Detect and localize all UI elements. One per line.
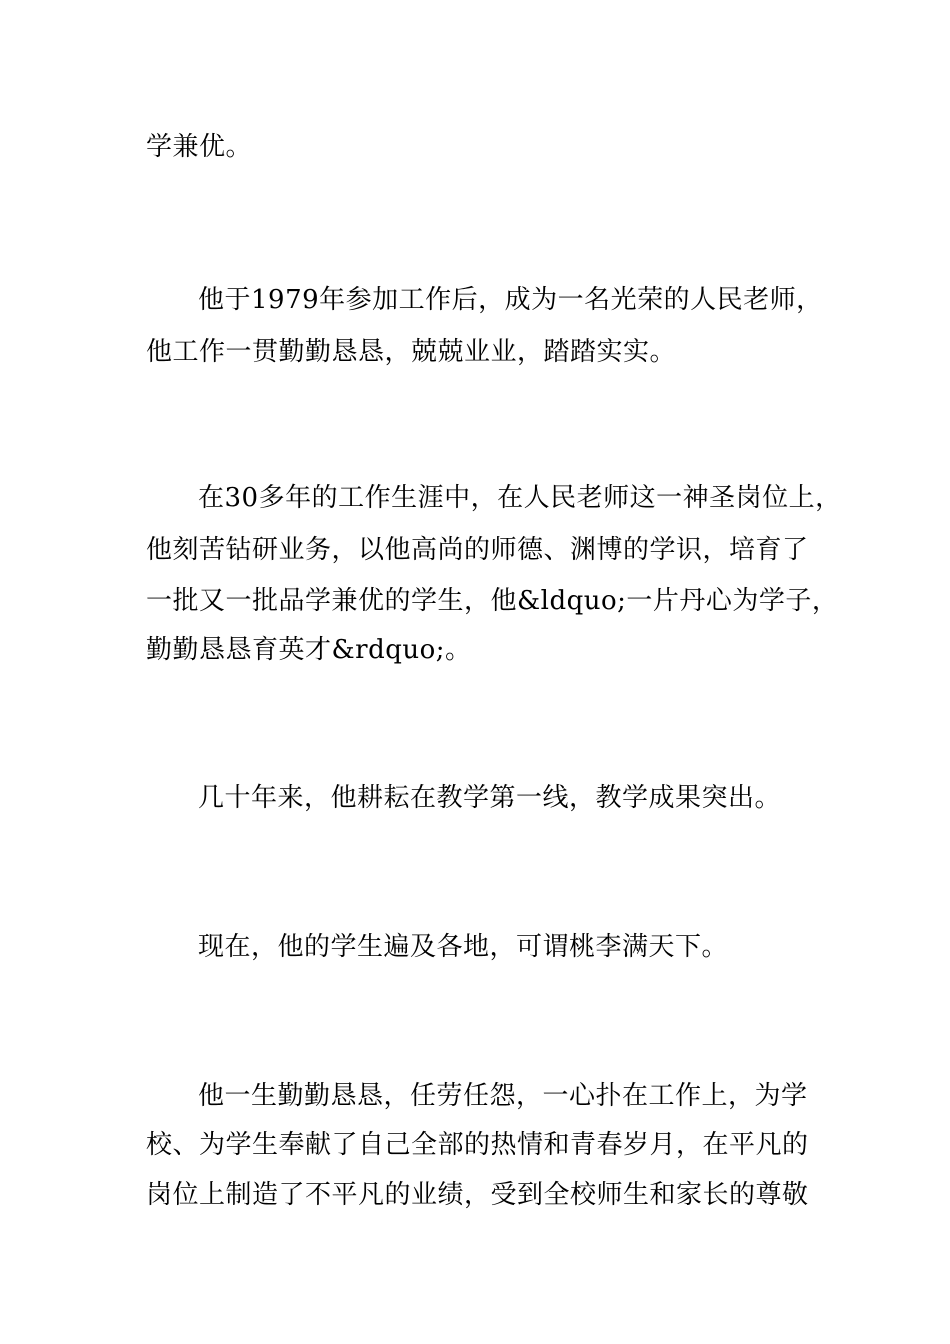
paragraph-line: 在30多年的工作生涯中，在人民老师这一神圣岗位上， bbox=[198, 483, 842, 513]
paragraph-line: 他工作一贯勤勤恳恳，兢兢业业，踏踏实实。 bbox=[146, 337, 677, 367]
paragraph-line: 一批又一批品学兼优的学生，他&ldquo;一片丹心为学子， bbox=[146, 586, 839, 616]
paragraph-line: 校、为学生奉献了自己全部的热情和青春岁月，在平凡的 bbox=[146, 1130, 809, 1160]
paragraph-line: 他于1979年参加工作后，成为一名光荣的人民老师， bbox=[198, 285, 823, 315]
paragraph-line: 他刻苦钻研业务，以他高尚的师德、渊博的学识，培育了 bbox=[146, 535, 809, 565]
paragraph-line: 学兼优。 bbox=[146, 132, 253, 162]
paragraph-line: 他一生勤勤恳恳，任劳任怨，一心扑在工作上，为学 bbox=[198, 1081, 808, 1111]
paragraph-line: 现在，他的学生遍及各地，可谓桃李满天下。 bbox=[198, 932, 729, 962]
paragraph-line: 勤勤恳恳育英才&rdquo;。 bbox=[146, 635, 472, 665]
paragraph-line: 几十年来，他耕耘在教学第一线，教学成果突出。 bbox=[198, 783, 782, 813]
paragraph-line: 岗位上制造了不平凡的业绩，受到全校师生和家长的尊敬 bbox=[146, 1180, 809, 1210]
